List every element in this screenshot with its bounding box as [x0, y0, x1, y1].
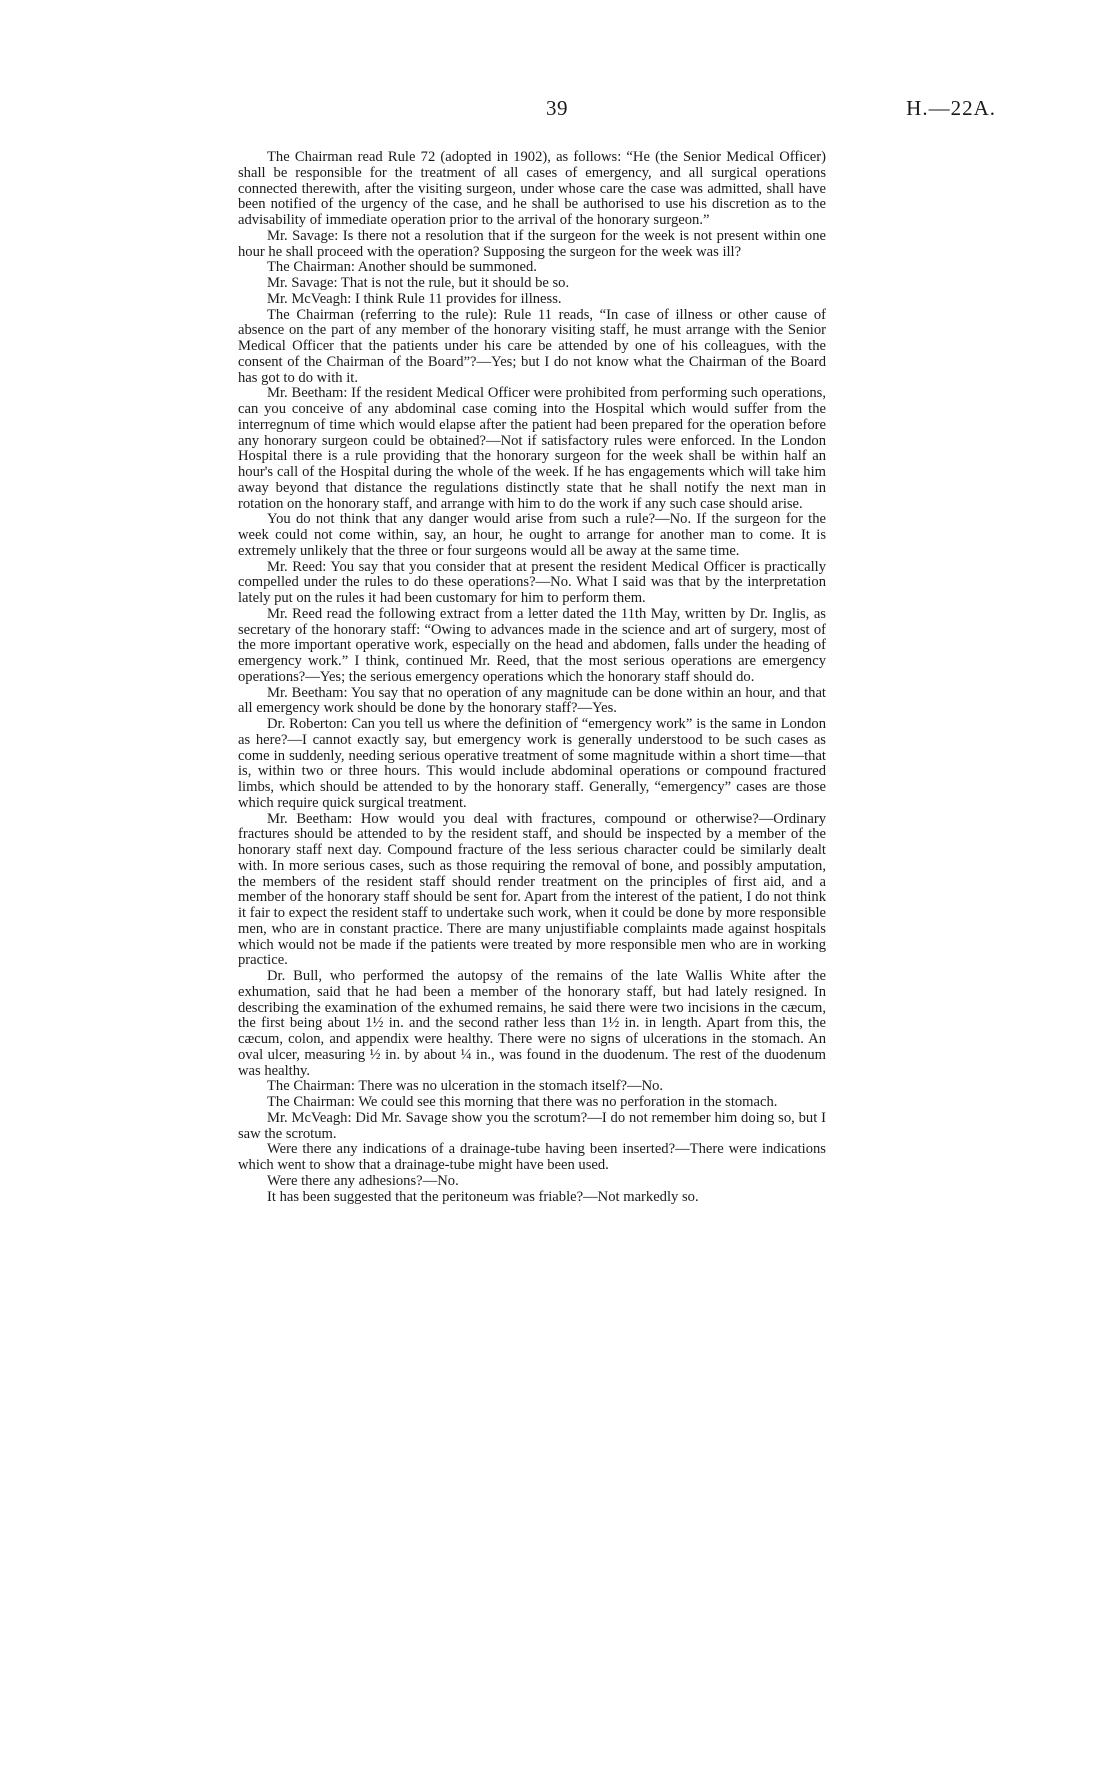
paragraph: Dr. Bull, who performed the autopsy of the remains of the late Wallis White after the exhumation, said that he had been a member of the honorary staff, but had lately resigned. In describing the examination of the exhumed remains, he said there were two incisions in the cæcum, the first being about 1½ in. and the second rather less than 1½ in. in length. Apart from this, the cæcum, colon, and appendix were healthy. There were no signs of ulcerations in the stomach. An oval ulcer, measuring ½ in. by about ¼ in., was found in the duodenum. The rest of the duodenum was healthy. — [238, 968, 826, 1079]
paragraph: Mr. Savage: That is not the rule, but it should be so. — [267, 275, 570, 291]
paragraph: Mr. Savage: Is there not a resolution that if the surgeon for the week is not present within one hour he shall proceed with the operation? Supposing the surgeon for the week was ill? — [238, 227, 826, 260]
paragraph: Mr. Beetham: How would you deal with fractures, compound or otherwise?—Ordinary fractures should be attended to by the resident staff, and should be inspected by a member of the honorary staff next day. Compound fracture of the less serious character could be similarly dealt with. In more serious cases, such as those requiring the removal of bone, and possibly amputation, the members of the resident staff should render treatment on the principles of first aid, and a member of the honorary staff should be sent for. Apart from the interest of the patient, I do not think it fair to expect the resident staff to undertake such work, when it could be done by more responsible men, who are in constant practice. There are many unjustifiable complaints made against hospitals which would not be made if the patients were treated by more responsible men who are in working practice. — [238, 810, 826, 969]
paragraph: Mr. Beetham: If the resident Medical Officer were prohibited from performing such operations, can you conceive of any abdominal case coming into the Hospital which would suffer from the interregnum of time which would elapse after the patient had been prepared for the operation before any honorary surgeon could be obtained?—Not if satisfactory rules were enforced. In the London Hospital there is a rule providing that the honorary surgeon for the week shall be within half an hour's call of the Hospital during the whole of the week. If he has engagements which will take him away beyond that distance the regulations distinctly state that he shall notify the next man in rotation on the honorary staff, and arrange with him to do the work if any such case should arise. — [238, 385, 826, 512]
paragraph: The Chairman (referring to the rule): Rule 11 reads, “In case of illness or other cause of absence on the part of any member of the honorary visiting staff, he must arrange with the Senior Medical Officer that the patients under his care be attended by one of his colleagues, with the consent of the Chairman of the Board”?—Yes; but I do not know what the Chairman of the Board has got to do with it. — [238, 306, 826, 386]
paragraph: Mr. Reed: You say that you consider that at present the resident Medical Officer is practically compelled under the rules to do these operations?—No. What I said was that by the interpretation lately put on the rules it had been customary for him to perform them. — [238, 558, 826, 606]
paragraph: The Chairman read Rule 72 (adopted in 1902), as follows: “He (the Senior Medical Officer) shall be responsible for the treatment of all cases of emergency, and all surgical operations connected therewith, after the visiting surgeon, under whose care the case was admitted, shall have been notified of the urgency of the case, and he shall be authorised to use his discretion as to the advisability of immediate operation prior to the arrival of the honorary surgeon.” — [238, 149, 826, 228]
paragraph: Were there any indications of a drainage-tube having been inserted?—There were indications which went to show that a drainage-tube might have been used. — [238, 1141, 826, 1173]
paragraph: Mr. McVeagh: Did Mr. Savage show you the scrotum?—I do not remember him doing so, but I saw the scrotum. — [238, 1109, 826, 1142]
paragraph: Were there any adhesions?—No. — [267, 1172, 459, 1189]
testimony-body — [238, 150, 826, 1205]
paragraph: Dr. Roberton: Can you tell us where the definition of “emergency work” is the same in London as here?—I cannot exactly say, but emergency work is generally understood to be such cases as come in suddenly, needing serious operative treatment of some magnitude within a short time—that is, within two or three hours. This would include abdominal operations or compound fractured limbs, which should be attended to by the honorary staff. Generally, “emergency” cases are those which require quick surgical treatment. — [238, 716, 826, 811]
paragraph: The Chairman: There was no ulceration in the stomach itself?—No. — [267, 1078, 664, 1095]
paragraph: Mr. Beetham: You say that no operation of any magnitude can be done within an hour, and that all emergency work should be done by the honorary staff?—Yes. — [238, 684, 826, 717]
paragraph: It has been suggested that the peritoneum was friable?—Not markedly so. — [267, 1188, 699, 1205]
paragraph: You do not think that any danger would arise from such a rule?—No. If the surgeon for the week could not come within, say, an hour, he ought to arrange for another man to come. It is extremely unlikely that the three or four surgeons would all be away at the same time. — [238, 511, 826, 559]
paragraph: The Chairman: Another should be summoned. — [267, 259, 537, 276]
page-number: 39 — [546, 96, 568, 120]
paragraph: The Chairman: We could see this morning that there was no perforation in the stomach. — [267, 1094, 778, 1110]
paragraph: Mr. McVeagh: I think Rule 11 provides for illness. — [267, 290, 562, 307]
document-code: H.—22A. — [906, 96, 996, 120]
paragraph: Mr. Reed read the following extract from a letter dated the 11th May, written by Dr. Inglis, as secretary of the honorary staff: “Owing to advances made in the science and art of surgery, most of the more important operative work, especially on the head and abdomen, falls under the heading of emergency work.” I think, continued Mr. Reed, that the most serious operations are emergency operations?—Yes; the serious emergency operations which the honorary staff should do. — [238, 605, 826, 685]
